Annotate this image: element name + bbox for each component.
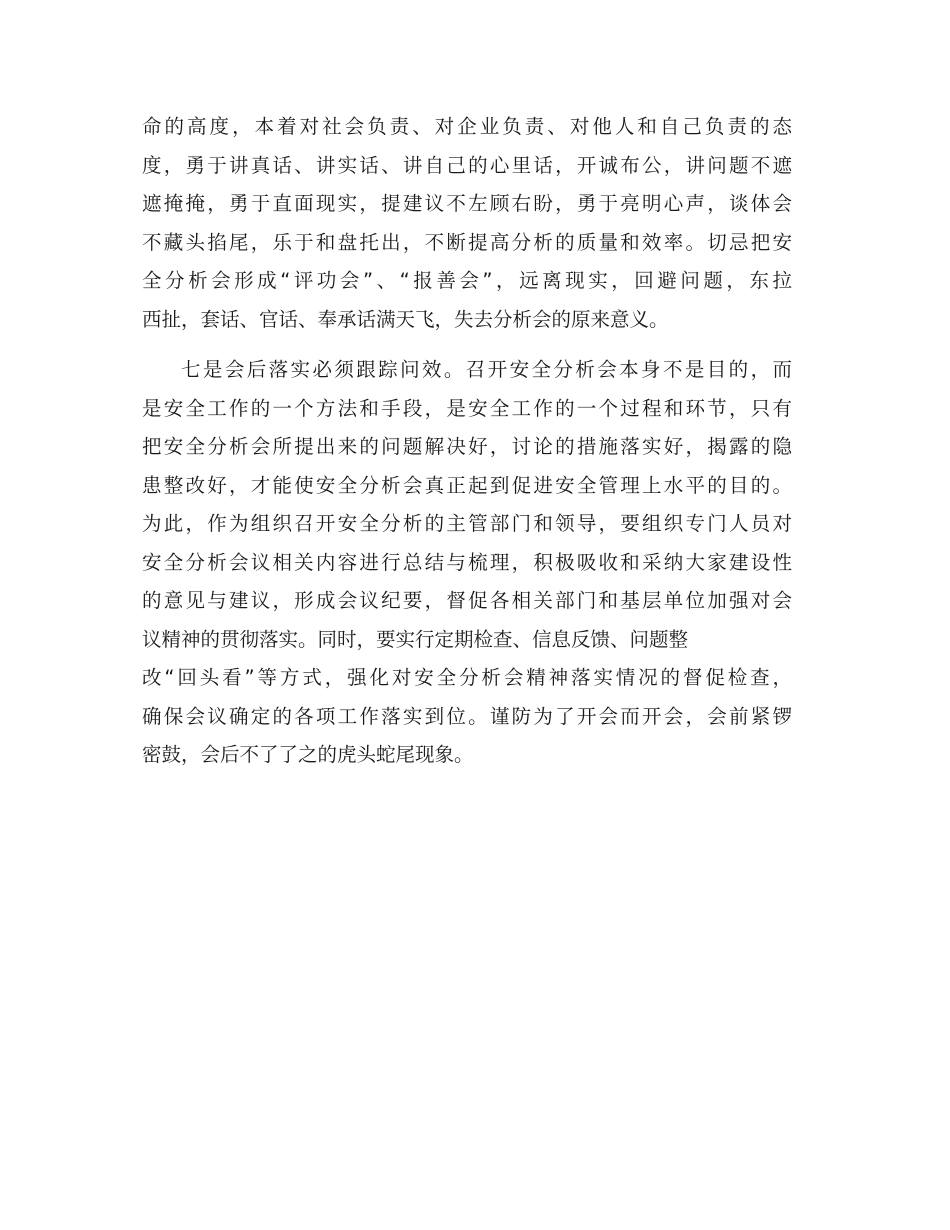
text-line: 是安全工作的一个方法和手段，是安全工作的一个过程和环节，只有 [142,396,792,420]
text-line: 改“回头看”等方式，强化对安全分析会精神落实情况的督促检查， [142,666,792,689]
text-line: 议精神的贯彻落实。同时，要实行定期检查、信息反馈、问题整 [142,627,689,651]
text-line: 全分析会形成“评功会”、“报善会”，远离现实，回避问题，东拉 [142,269,792,292]
text-line: 确保会议确定的各项工作落实到位。谨防为了开会而开会，会前紧锣 [142,704,792,728]
text-line: 命的高度，本着对社会负责、对企业负责、对他人和自己负责的态 [142,115,792,138]
text-line: 不藏头掐尾，乐于和盘托出，不断提高分析的质量和效率。切忌把安 [142,230,792,254]
text-line: 遮掩掩，勇于直面现实，提建议不左顾右盼，勇于亮明心声，谈体会 [142,192,792,215]
text-line: 为此，作为组织召开安全分析的主管部门和领导，要组织专门人员对 [142,512,792,535]
text-line: 西扯，套话、官话、奉承话满天飞，失去分析会的原来意义。 [142,307,669,331]
paragraph-1 [142,108,792,339]
text-line: 患整改好，才能使安全分析会真正起到促进安全管理上水平的目的。 [142,473,792,497]
document-body [142,108,792,775]
text-line: 的意见与建议，形成会议纪要，督促各相关部门和基层单位加强对会 [142,589,792,612]
text-line: 度，勇于讲真话、讲实话、讲自己的心里话，开诚布公，讲问题不遮 [142,153,792,177]
text-line: 七是会后落实必须跟踪问效。召开安全分析会本身不是目的，而 [181,358,792,381]
paragraph-spacer [142,339,792,351]
text-line: 安全分析会议相关内容进行总结与梳理，积极吸收和采纳大家建设性 [142,550,792,574]
paragraph-2 [142,351,792,775]
text-line: 密鼓，会后不了了之的虎头蛇尾现象。 [142,743,474,766]
text-line: 把安全分析会所提出来的问题解决好，讨论的措施落实好，揭露的隐 [142,435,792,458]
